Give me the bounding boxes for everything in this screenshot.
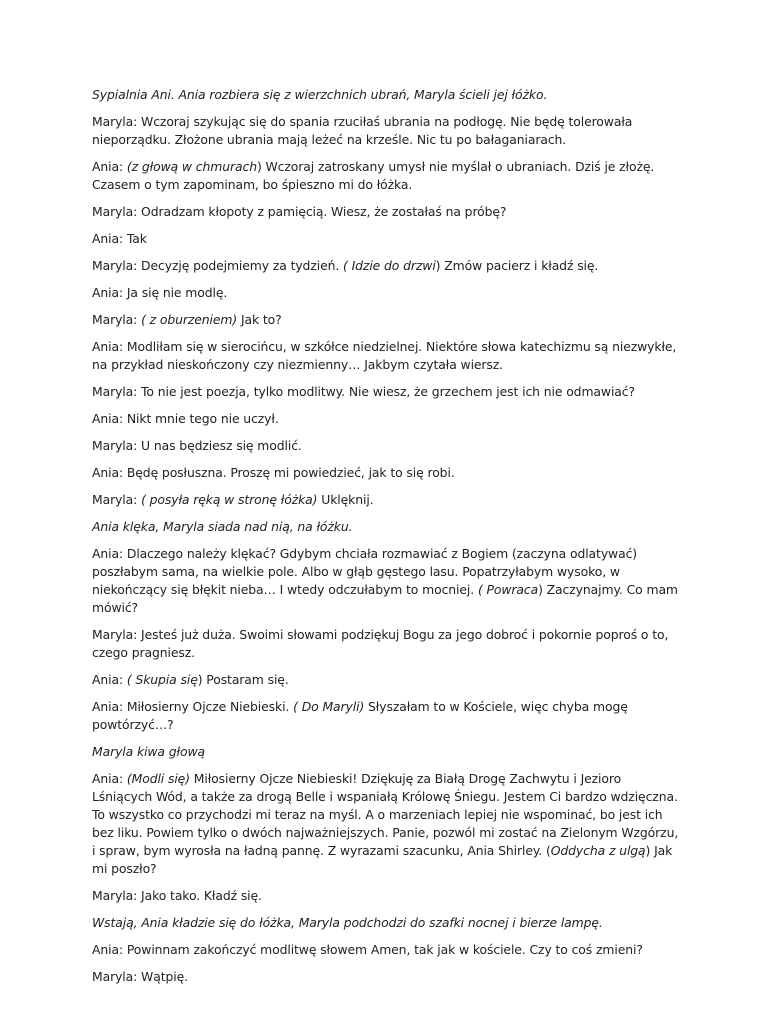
paragraph bbox=[92, 203, 682, 221]
paragraph bbox=[92, 968, 682, 986]
stage-direction-text: (Modli się) bbox=[126, 771, 190, 786]
paragraph bbox=[92, 770, 682, 878]
paragraph bbox=[92, 338, 682, 374]
stage-direction-text: Sypialnia Ani. Ania rozbiera się z wierzchnich ubrań, Maryla ścieli jej łóżko. bbox=[92, 87, 548, 102]
stage-direction-text: ( Do Maryli) bbox=[293, 699, 365, 714]
dialogue-text: Ania: Dlaczego należy klękać? Gdybym chciała rozmawiać z Bogiem (zaczyna odlatywać) poszłabym sama, na wielkie pole. Albo w głąb gęstego lasu. Popatrzyłabym wysoko, w niekończący się błękit nieba… I wtedy odczułabym to mocniej. bbox=[92, 546, 638, 597]
paragraph bbox=[92, 941, 682, 959]
paragraph bbox=[92, 698, 682, 734]
paragraph bbox=[92, 284, 682, 302]
paragraph bbox=[92, 257, 682, 275]
dialogue-text: Ania: Powinnam zakończyć modlitwę słowem Amen, tak jak w kościele. Czy to coś zmieni? bbox=[92, 942, 643, 957]
document-body bbox=[92, 86, 682, 995]
dialogue-text: ) Postaram się. bbox=[197, 672, 289, 687]
stage-direction-text: ( posyła ręką w stronę łóżka) bbox=[141, 492, 318, 507]
dialogue-text: Maryla: Wczoraj szykując się do spania rzuciłaś ubrania na podłogę. Nie będę tolerowała nieporządku. Złożone ubrania mają leżeć na krześle. Nic tu po bałaganiarach. bbox=[92, 114, 633, 147]
dialogue-text: Maryla: Decyzję podejmiemy za tydzień. bbox=[92, 258, 344, 273]
dialogue-text: Ania: Miłosierny Ojcze Niebieski. bbox=[92, 699, 294, 714]
dialogue-text: Maryla: bbox=[92, 492, 142, 507]
stage-direction-text: ( z oburzeniem) bbox=[141, 312, 238, 327]
dialogue-text: Maryla: Jako tako. Kładź się. bbox=[92, 888, 262, 903]
dialogue-text: Maryla: U nas będziesz się modlić. bbox=[92, 438, 302, 453]
dialogue-text: Uklęknij. bbox=[317, 492, 374, 507]
stage-direction-text: Maryla kiwa głową bbox=[92, 744, 205, 759]
paragraph bbox=[92, 230, 682, 248]
dialogue-text: Ania: bbox=[92, 672, 127, 687]
dialogue-text: Jak to? bbox=[237, 312, 282, 327]
paragraph bbox=[92, 437, 682, 455]
paragraph bbox=[92, 158, 682, 194]
dialogue-text: Ania: Będę posłuszna. Proszę mi powiedzieć, jak to się robi. bbox=[92, 465, 455, 480]
dialogue-text: ) Zaczynajmy. Co mam mówić? bbox=[92, 582, 678, 615]
paragraph bbox=[92, 914, 682, 932]
stage-direction-text: Ania klęka, Maryla siada nad nią, na łóżku. bbox=[92, 519, 353, 534]
dialogue-text: Ania: Ja się nie modlę. bbox=[92, 285, 228, 300]
dialogue-text: ) Wczoraj zatroskany umysł nie myślał o ubraniach. Dziś je złożę. Czasem o tym zapominam, bo śpieszno mi do łóżka. bbox=[92, 159, 655, 192]
dialogue-text: Miłosierny Ojcze Niebieski! Dziękuję za Białą Drogę Zachwytu i Jezioro Lśniących Wód, a także za drogą Belle i wspaniałą Królowę Śniegu. Jestem Ci bardzo wdzięczna. To wszystko co przychodzi mi teraz na myśl. A o marzeniach lepiej nie wspominać, bo jest ich bez liku. Powiem tylko o dwóch najważniejszych. Panie, pozwól mi zostać na Zielonym Wzgórzu, i spraw, bym wyrosła na ładną pannę. Z wyrazami szacunku, Ania Shirley. ( bbox=[92, 771, 679, 858]
paragraph bbox=[92, 626, 682, 662]
dialogue-text: Ania: bbox=[92, 771, 127, 786]
paragraph bbox=[92, 518, 682, 536]
dialogue-text: Maryla: bbox=[92, 312, 142, 327]
dialogue-text: Słyszałam to w Kościele, więc chyba mogę powtórzyć…? bbox=[92, 699, 628, 732]
dialogue-text: Maryla: Wątpię. bbox=[92, 969, 188, 984]
paragraph bbox=[92, 86, 682, 104]
dialogue-text: Maryla: To nie jest poezja, tylko modlitwy. Nie wiesz, że grzechem jest ich nie odmawiać? bbox=[92, 384, 635, 399]
paragraph bbox=[92, 311, 682, 329]
stage-direction-text: ( Idzie do drzwi bbox=[343, 258, 436, 273]
paragraph bbox=[92, 383, 682, 401]
paragraph bbox=[92, 113, 682, 149]
dialogue-text: Ania: Tak bbox=[92, 231, 147, 246]
stage-direction-text: Oddycha z ulgą bbox=[550, 843, 646, 858]
dialogue-text: Maryla: Jesteś już duża. Swoimi słowami podziękuj Bogu za jego dobroć i pokornie poproś o to, czego pragniesz. bbox=[92, 627, 669, 660]
paragraph bbox=[92, 743, 682, 761]
dialogue-text: Maryla: Odradzam kłopoty z pamięcią. Wiesz, że zostałaś na próbę? bbox=[92, 204, 507, 219]
stage-direction-text: (z głową w chmurach bbox=[126, 159, 257, 174]
paragraph bbox=[92, 410, 682, 428]
dialogue-text: Ania: Modliłam się w sierocińcu, w szkółce niedzielnej. Niektóre słowa katechizmu są niezwykłe, na przykład nieskończony czy niezmienny… Jakbym czytała wiersz. bbox=[92, 339, 677, 372]
dialogue-text: Ania: Nikt mnie tego nie uczył. bbox=[92, 411, 279, 426]
paragraph bbox=[92, 887, 682, 905]
stage-direction-text: Wstają, Ania kładzie się do łóżka, Maryla podchodzi do szafki nocnej i bierze lampę. bbox=[92, 915, 603, 930]
dialogue-text: ) Jak mi poszło? bbox=[92, 843, 673, 876]
dialogue-text: Ania: bbox=[92, 159, 127, 174]
paragraph bbox=[92, 545, 682, 617]
paragraph bbox=[92, 671, 682, 689]
paragraph bbox=[92, 491, 682, 509]
stage-direction-text: ( Skupia się bbox=[126, 672, 198, 687]
stage-direction-text: ( Powraca bbox=[477, 582, 539, 597]
dialogue-text: ) Zmów pacierz i kładź się. bbox=[435, 258, 599, 273]
paragraph bbox=[92, 464, 682, 482]
